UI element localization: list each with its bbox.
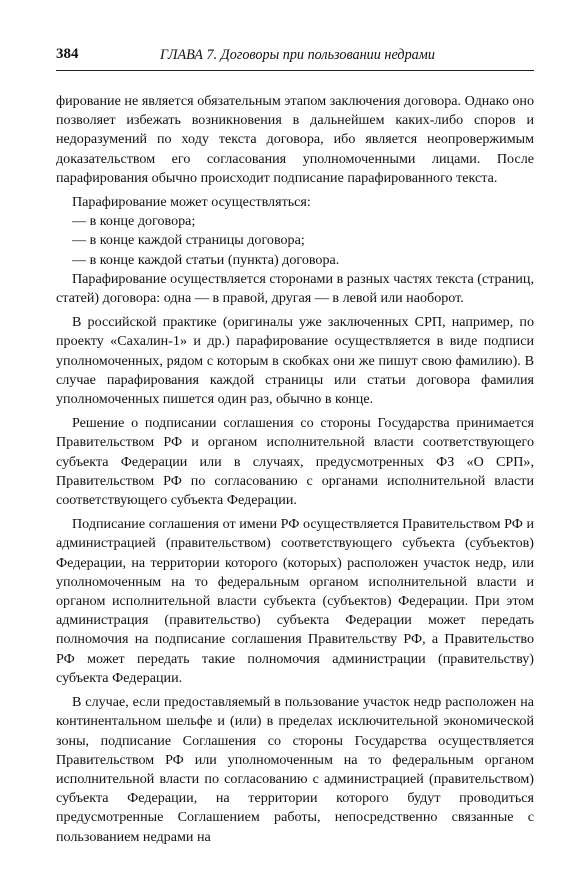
list-item: — в конце договора; xyxy=(72,213,196,230)
book-page xyxy=(56,44,534,852)
paragraph-1: фирование не является обязательным этапом заключения договора. Однако оно позволяет избежать возникновения в дальнейшем каких-либо споров и недоразумений по ходу текста договора, ибо является неопровержимым доказательством его согласования уполномоченными лицами. После парафирования обычно происходит подписание парафированного текста. xyxy=(56,93,534,186)
paragraph-2: Парафирование может осуществляться: xyxy=(72,194,311,211)
chapter-title: ГЛАВА 7. Договоры при пользовании недрами xyxy=(160,47,435,63)
paragraph-3: Парафирование осуществляется сторонами в разных частях текста (страниц, статей) договора: одна — в правой, другая — в левой или наоборот. xyxy=(56,270,534,307)
page-number: 384 xyxy=(56,46,79,62)
paragraph-6: Подписание соглашения от имени РФ осуществляется Правительством РФ и администрацией (правительством) соответствующего субъекта (субъектов) Федерации, на территории которого (которых) расположен участок недр, или уполномоченным на то федеральным органом исполнительной власти и органом исполнительной власти субъекта (субъектов) Федерации. При этом администрация (правительство) субъекта Федерации может передать полномочия на подписание соглашения Правительству РФ, а Правительство РФ может передать такие полномочия администрации (правительству) субъекта Федерации. xyxy=(56,516,534,686)
list-item: — в конце каждой статьи (пункта) договора. xyxy=(72,251,340,268)
running-header xyxy=(56,44,534,71)
paragraph-5: Решение о подписании соглашения со стороны Государства принимается Правительством РФ и органом исполнительной власти соответствующего субъекта Федерации или в случаях, предусмотренных ФЗ «О СРП», Правительством РФ по согласованию с органами исполнительной власти соответствующего субъекта Федерации. xyxy=(56,415,534,509)
paragraph-4: В российской практике (оригиналы уже заключенных СРП, например, по проекту «Сахалин-1» и др.) парафирование осуществляется в виде подписи уполномоченных, рядом с которым в скобках они же пишут свою фамилию). В случае парафирования каждой страницы или статьи договора фамилия уполномоченных пишется один раз, обычно в конце. xyxy=(56,314,534,408)
body-text xyxy=(56,92,534,847)
paragraph-7: В случае, если предоставляемый в пользование участок недр расположен на континентальном шельфе и (или) в пределах исключительной экономической зоны, подписание Соглашения со стороны Государства осуществляется Правительством РФ или уполномоченным на то федеральным органом исполнительной власти по согласованию с администрацией (правительством) субъекта Федерации, на территории которого будут проводиться предусмотренные Соглашением работы, непосредственно связанные с пользованием недрами на xyxy=(56,694,534,845)
list-item: — в конце каждой страницы договора; xyxy=(72,232,305,249)
